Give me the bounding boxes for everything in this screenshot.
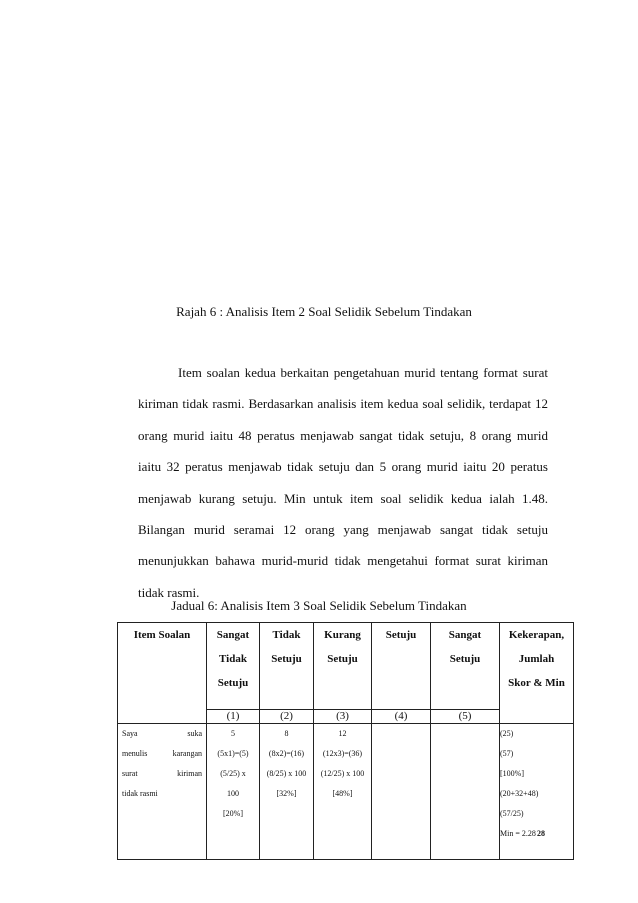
header-row <box>118 623 574 710</box>
header-sangat-tidak-setuju: Sangat Tidak Setuju <box>207 623 260 710</box>
header-item-soalan: Item Soalan <box>118 623 207 724</box>
header-kurang-setuju: Kurang Setuju <box>314 623 372 710</box>
table-caption: Jadual 6: Analisis Item 3 Soal Selidik Sebelum Tindakan <box>171 598 467 613</box>
col3-cell: 12 (12x3)=(36) (12/25) x 100 [48%] <box>314 724 372 860</box>
item-cell: Saya suka menulis karangan surat kiriman tidak rasmi <box>118 724 207 860</box>
header-setuju: Setuju <box>372 623 431 710</box>
analysis-table <box>117 622 574 860</box>
index-5: (5) <box>431 710 500 724</box>
index-4: (4) <box>372 710 431 724</box>
header-tidak-setuju: Tidak Setuju <box>260 623 314 710</box>
table-row <box>118 724 574 860</box>
body-paragraph <box>138 357 548 608</box>
col6-cell: (25) (57) [100%] (20+32+48) (57/25) Min = 2.28 <box>500 724 574 860</box>
paragraph-text: Item soalan kedua berkaitan pengetahuan murid tentang format surat kiriman tidak rasmi. Berdasarkan analisis item kedua soal selidik, terdapat 12 orang murid iaitu 48 peratus menjawab sangat tidak setuju, 8 orang murid iaitu 32 peratus menjawab tidak setuju dan 5 orang murid iaitu 20 peratus menjawab kurang setuju. Min untuk item soal selidik kedua ialah 1.48. Bilangan murid seramai 12 orang yang menjawab sangat tidak setuju menunjukkan bahawa murid-murid tidak mengetahui format surat kiriman tidak rasmi. <box>138 365 548 600</box>
index-2: (2) <box>260 710 314 724</box>
col4-cell <box>372 724 431 860</box>
page-number: 28 <box>537 829 545 838</box>
col1-cell: 5 (5x1)=(5) (5/25) x 100 [20%] <box>207 724 260 860</box>
index-3: (3) <box>314 710 372 724</box>
col2-cell: 8 (8x2)=(16) (8/25) x 100 [32%] <box>260 724 314 860</box>
header-kekerapan: Kekerapan, Jumlah Skor & Min <box>500 623 574 724</box>
header-sangat-setuju: Sangat Setuju <box>431 623 500 710</box>
index-1: (1) <box>207 710 260 724</box>
figure-caption: Rajah 6 : Analisis Item 2 Soal Selidik Sebelum Tindakan <box>176 304 472 319</box>
col5-cell <box>431 724 500 860</box>
